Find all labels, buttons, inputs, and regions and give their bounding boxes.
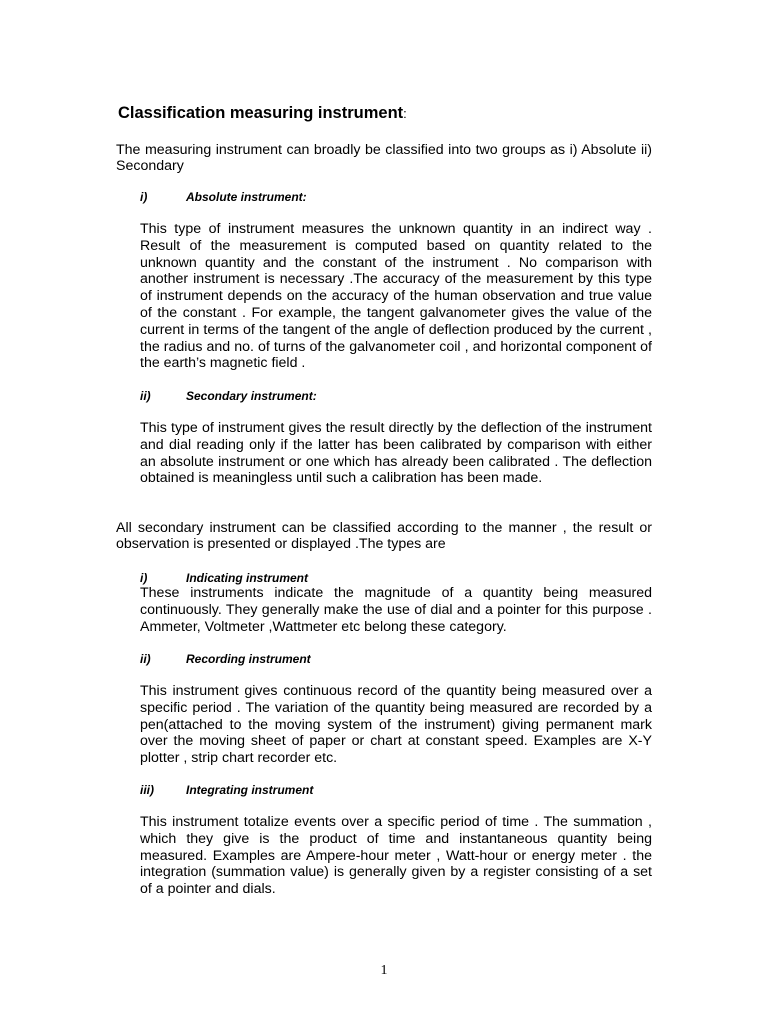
absolute-heading xyxy=(140,190,307,204)
indicating-paragraph: These instruments indicate the magnitude of a quantity being measured continuously. They generally make the use of dial and a pointer for this purpose . Ammeter, Voltmeter ,Wattmeter etc belong these category. xyxy=(140,585,652,635)
secondary-paragraph: This type of instrument gives the result directly by the deflection of the instrument and dial reading only if the latter has been calibrated by comparison with either an absolute instrument or one which has already been calibrated . The deflection obtained is meaningless until such a calibration has been made. xyxy=(140,420,652,487)
secondary-heading-text: Secondary instrument: xyxy=(186,389,317,403)
integrating-heading xyxy=(140,783,313,797)
page-number: 1 xyxy=(380,963,388,978)
absolute-number: i) xyxy=(140,190,148,204)
recording-number: ii) xyxy=(140,652,151,666)
absolute-heading-text: Absolute instrument: xyxy=(186,190,307,204)
integrating-paragraph: This instrument totalize events over a specific period of time . The summation , which they give is the product of time and instantaneous quantity being measured. Examples are Ampere-hour meter , Watt-hour or energy meter . the integration (summation value) is generally given by a register consisting of a set of a pointer and dials. xyxy=(140,814,652,898)
secondary-number: ii) xyxy=(140,389,151,403)
secondary-heading xyxy=(140,389,317,403)
recording-paragraph: This instrument gives continuous record of the quantity being measured over a specific period . The variation of the quantity being measured are recorded by a pen(attached to the moving system of the instrument) giving permanent mark over the moving sheet of paper or chart at constant speed. Examples are X-Y plotter , strip chart recorder etc. xyxy=(140,683,652,767)
page-title xyxy=(118,104,407,123)
recording-heading xyxy=(140,652,311,666)
recording-heading-text: Recording instrument xyxy=(186,652,311,666)
absolute-paragraph: This type of instrument measures the unknown quantity in an indirect way . Result of the measurement is computed based on quantity related to the unknown quantity and the constant of the instrument . No comparison with another instrument is necessary .The accuracy of the measurement by this type of instrument depends on the accuracy of the human observation and true value of the constant . For example, the tangent galvanometer gives the value of the current in terms of the tangent of the angle of deflection produced by the current , the radius and no. of turns of the galvanometer coil , and horizontal component of the earth’s magnetic field . xyxy=(140,221,652,372)
indicating-heading xyxy=(140,571,308,585)
indicating-heading-text: Indicating instrument xyxy=(186,571,309,585)
title-colon: : xyxy=(403,106,407,121)
intro-paragraph: The measuring instrument can broadly be classified into two groups as i) Absolute ii) Secondary xyxy=(116,142,652,175)
indicating-number: i) xyxy=(140,571,148,585)
types-intro-paragraph: All secondary instrument can be classified according to the manner , the result or observation is presented or displayed .The types are xyxy=(116,520,652,553)
integrating-heading-text: Integrating instrument xyxy=(186,783,314,797)
integrating-number: iii) xyxy=(140,783,154,797)
title-text: Classification measuring instrument xyxy=(118,104,404,122)
